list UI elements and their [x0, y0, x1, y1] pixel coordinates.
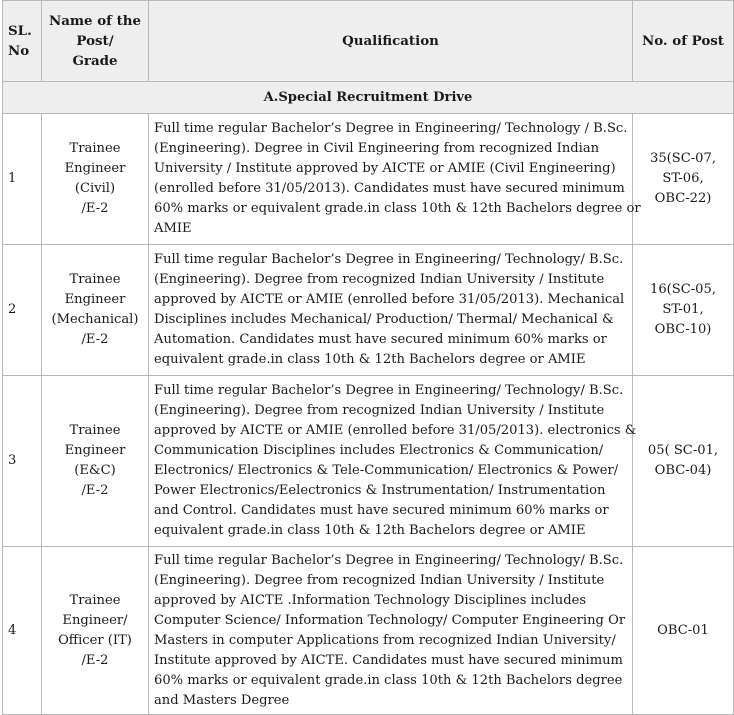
post-name-cell	[42, 114, 149, 245]
post-name-line: Officer (IT)	[58, 632, 132, 648]
post-name-line: /E-2	[81, 483, 109, 498]
no-of-post-line: OBC-04)	[654, 463, 712, 478]
post-name-line: (E&C)	[74, 463, 116, 478]
no-of-post-cell	[633, 376, 734, 547]
header-sl-line: SL.	[8, 23, 32, 39]
qualification-line: Communication Disciplines includes Electronics & Communication/	[154, 443, 604, 458]
no-of-post-line: OBC-22)	[654, 191, 712, 206]
qualification-line: (Engineering). Degree from recognized Indian University / Institute	[154, 403, 605, 418]
section-title: A.Special Recruitment Drive	[3, 82, 734, 114]
qualification-line: Full time regular Bachelor’s Degree in Engineering/ Technology/ B.Sc.	[154, 552, 624, 568]
qualification-line: Masters in computer Applications from recognized Indian University/	[154, 632, 616, 648]
table-row	[3, 245, 734, 376]
sl-number-cell: 2	[3, 245, 42, 376]
qualification-cell	[149, 547, 633, 715]
no-of-post-line: OBC-10)	[654, 322, 712, 337]
qualification-line: Electronics/ Electronics & Tele-Communication/ Electronics & Power/	[154, 463, 619, 478]
post-name-cell	[42, 376, 149, 547]
no-of-post-line: ST-01,	[662, 302, 704, 317]
qualification-line: Computer Science/ Information Technology/ Computer Engineering Or	[154, 612, 626, 628]
recruitment-table	[2, 0, 734, 715]
qualification-line: (Engineering). Degree from recognized Indian University / Institute	[154, 572, 605, 588]
header-qualification: Qualification	[149, 1, 633, 82]
qualification-line: (Engineering). Degree in Civil Engineering from recognized Indian	[154, 141, 600, 156]
qualification-line: (enrolled before 31/05/2013). Candidates must have secured minimum	[154, 181, 625, 196]
qualification-cell	[149, 376, 637, 547]
qualification-line: Power Electronics/Eelectronics & Instrumentation/ Instrumentation	[154, 483, 606, 498]
no-of-post-line: ST-06,	[662, 171, 704, 186]
sl-number-cell: 3	[3, 376, 42, 547]
post-name-line: /E-2	[81, 201, 109, 216]
no-of-post-cell	[633, 547, 734, 715]
post-name-cell	[42, 547, 149, 715]
table-row	[3, 376, 734, 547]
qualification-line: Full time regular Bachelor’s Degree in Engineering/ Technology/ B.Sc.	[154, 252, 624, 267]
post-name-line: /E-2	[81, 652, 109, 668]
qualification-line: and Control. Candidates must have secured minimum 60% marks or	[154, 503, 609, 518]
header-sl	[3, 1, 42, 82]
header-sl-line: No	[8, 43, 30, 59]
sl-number-cell: 1	[3, 114, 42, 245]
qualification-line: Full time regular Bachelor’s Degree in Engineering/ Technology/ B.Sc.	[154, 383, 624, 398]
no-of-post-line: 35(SC-07,	[649, 151, 716, 166]
header-post-line: Name of the	[48, 13, 142, 29]
qualification-line: 60% marks or equivalent grade.in class 10th & 12th Bachelors degree	[154, 672, 623, 688]
post-name-cell	[42, 245, 149, 376]
qualification-line: Automation. Candidates must have secured minimum 60% marks or	[154, 332, 607, 347]
qualification-line: Disciplines includes Mechanical/ Production/ Thermal/ Mechanical &	[154, 312, 614, 327]
post-name-line: Trainee	[69, 272, 121, 287]
qualification-cell	[149, 245, 633, 376]
post-name-line: Trainee	[69, 592, 121, 608]
no-of-post-line: OBC-01	[657, 622, 709, 638]
table-row	[3, 114, 734, 245]
post-name-line: (Mechanical)	[51, 312, 139, 327]
no-of-post-line: 05( SC-01,	[647, 443, 719, 458]
post-name-line: Engineer	[64, 443, 126, 458]
no-of-post-line: 16(SC-05,	[649, 282, 716, 297]
qualification-line: approved by AICTE or AMIE (enrolled before 31/05/2013). Mechanical	[154, 292, 625, 307]
post-name-line: Trainee	[69, 141, 121, 156]
post-name-line: /E-2	[81, 332, 109, 347]
post-name-line: Trainee	[69, 423, 121, 438]
qualification-cell	[149, 114, 641, 245]
qualification-line: approved by AICTE or AMIE (enrolled before 31/05/2013). electronics &	[154, 423, 637, 438]
qualification-line: AMIE	[154, 221, 192, 236]
section-row	[3, 82, 734, 114]
header-post-line: Grade	[72, 53, 118, 69]
qualification-line: Full time regular Bachelor’s Degree in Engineering/ Technology / B.Sc.	[154, 121, 628, 136]
header-row	[3, 1, 734, 82]
sl-number-cell: 4	[3, 547, 42, 715]
no-of-post-cell	[633, 245, 734, 376]
qualification-line: Institute approved by AICTE. Candidates must have secured minimum	[154, 652, 623, 668]
post-name-line: Engineer	[64, 161, 126, 176]
header-post-line: Post/	[76, 33, 114, 49]
qualification-line: and Masters Degree	[154, 692, 290, 708]
qualification-line: 60% marks or equivalent grade.in class 10th & 12th Bachelors degree or	[154, 201, 641, 216]
table-row	[3, 547, 734, 715]
qualification-line: equivalent grade.in class 10th & 12th Bachelors degree or AMIE	[154, 352, 586, 367]
qualification-line: (Engineering). Degree from recognized Indian University / Institute	[154, 272, 605, 287]
qualification-line: equivalent grade.in class 10th & 12th Bachelors degree or AMIE	[154, 523, 586, 538]
post-name-line: Engineer	[64, 292, 126, 307]
qualification-line: University / Institute approved by AICTE or AMIE (Civil Engineering)	[154, 161, 616, 176]
no-of-post-cell	[633, 114, 734, 245]
qualification-line: approved by AICTE .Information Technology Disciplines includes	[154, 592, 587, 608]
header-no-of-post: No. of Post	[633, 1, 734, 82]
post-name-line: Engineer/	[62, 612, 128, 628]
header-post	[42, 1, 149, 82]
post-name-line: (Civil)	[74, 181, 116, 196]
